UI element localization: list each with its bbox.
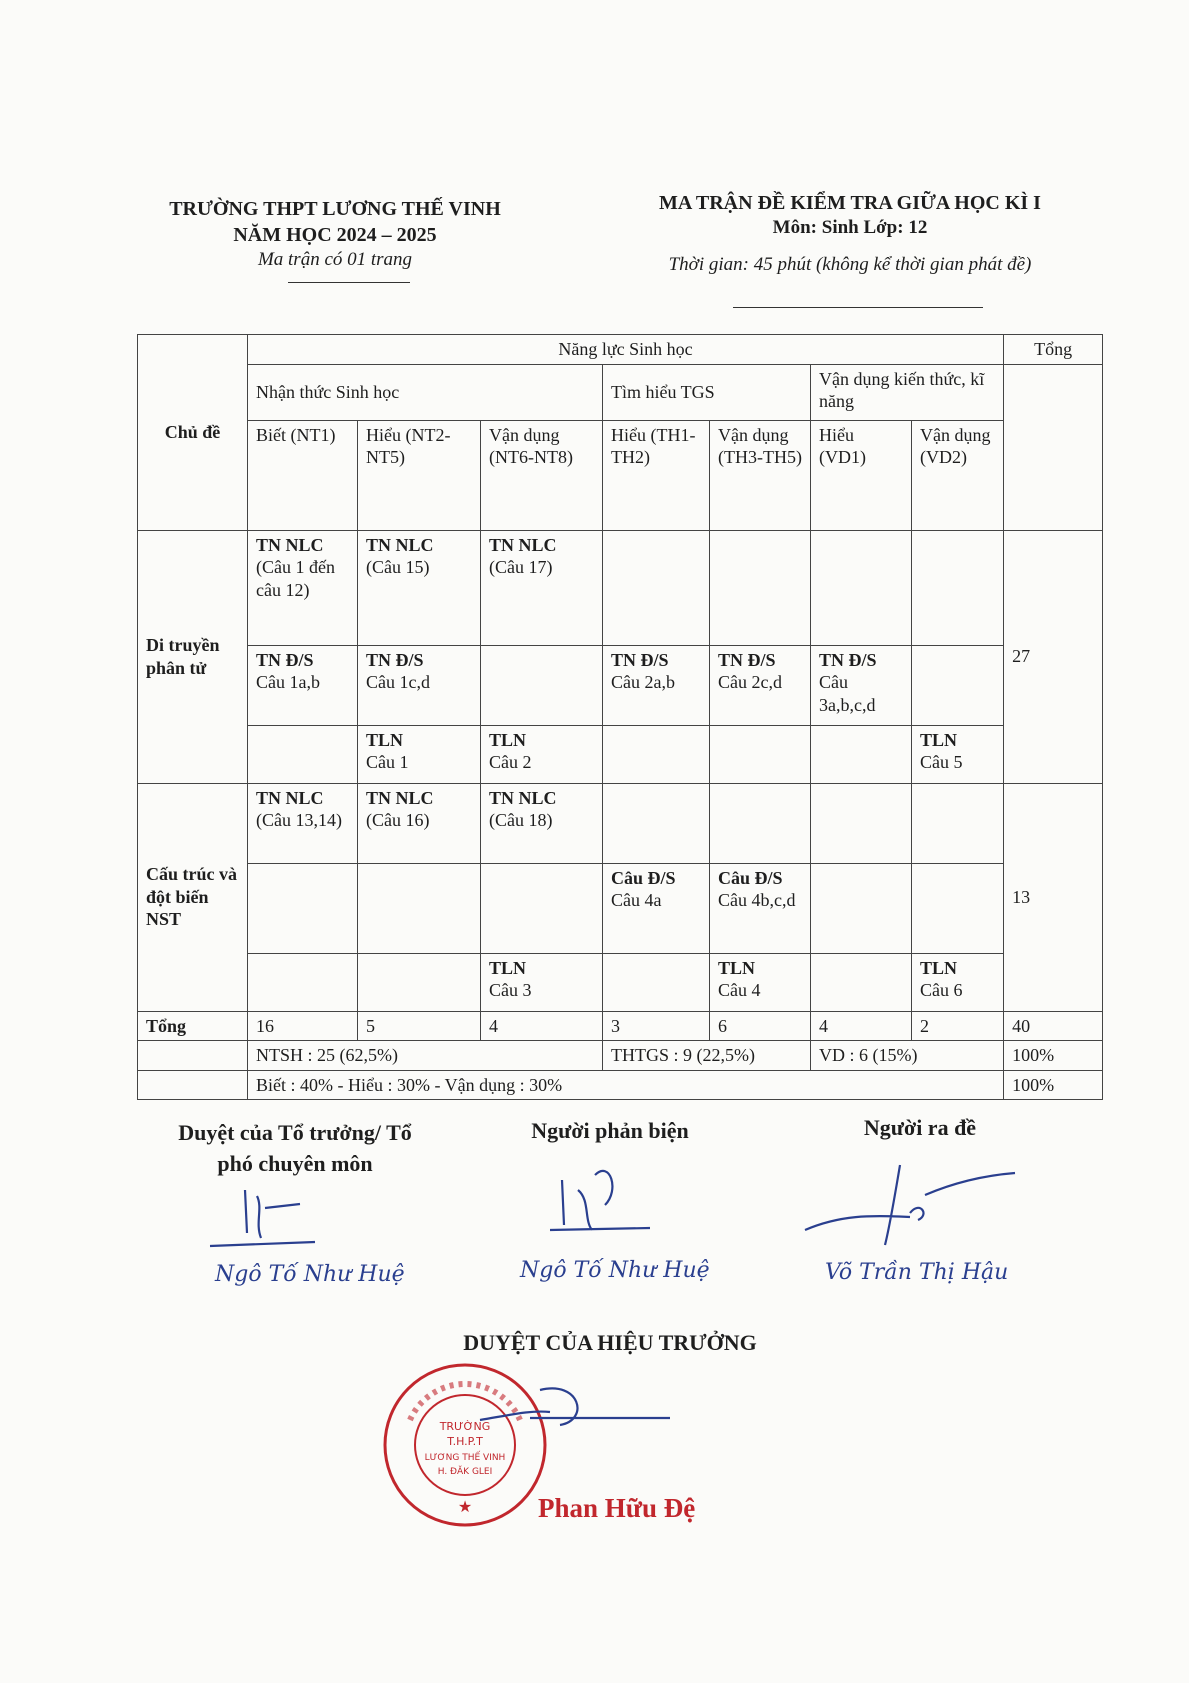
- reviewer-name: Ngô Tố Như Huệ: [520, 1258, 710, 1283]
- page-count: Ma trận có 01 trang: [257, 249, 413, 270]
- head-signature: [205, 1178, 325, 1258]
- cell: [912, 530, 1004, 645]
- col-nt6-nt8: Vận dụng (NT6-NT8): [481, 420, 603, 530]
- cell: [248, 863, 358, 953]
- cell: [912, 863, 1004, 953]
- total-value: 40: [1004, 1011, 1103, 1041]
- school-year: NĂM HỌC 2024 – 2025: [233, 224, 437, 246]
- col-th1-th2: Hiểu (TH1-TH2): [603, 420, 710, 530]
- author-signature: [800, 1155, 1020, 1250]
- svg-text:★: ★: [457, 1497, 473, 1516]
- total-value: 16: [248, 1011, 358, 1041]
- cell: [603, 783, 710, 863]
- exam-matrix-table: [137, 334, 1103, 1100]
- total-value: 3: [603, 1011, 710, 1041]
- svg-text:T.H.P.T: T.H.P.T: [447, 1435, 483, 1448]
- cell: TLN Câu 2: [481, 725, 603, 783]
- reviewer-signature: [550, 1150, 670, 1240]
- cell: TLN Câu 6: [912, 953, 1004, 1011]
- school-name: TRƯỜNG THPT LƯƠNG THẾ VINH: [169, 198, 501, 220]
- svg-text:H. ĐĂK GLEI: H. ĐĂK GLEI: [437, 1467, 493, 1477]
- cell: [358, 953, 481, 1011]
- total-blank: [1004, 364, 1103, 530]
- total-value: 6: [710, 1011, 811, 1041]
- topic2-total: 13: [1004, 783, 1103, 1011]
- svg-text:TRƯỜNG: TRƯỜNG: [439, 1420, 491, 1433]
- subject-grade: Môn: Sinh Lớp: 12: [772, 217, 928, 238]
- cell: [603, 953, 710, 1011]
- exam-header: [600, 190, 1100, 277]
- principal-name: Phan Hữu Đệ: [538, 1493, 696, 1523]
- cell: TN Đ/S Câu 1a,b: [248, 645, 358, 725]
- cell: [603, 530, 710, 645]
- header-topic: Chủ đề: [138, 335, 248, 531]
- cell: TN Đ/S Câu 1c,d: [358, 645, 481, 725]
- cell: [912, 783, 1004, 863]
- exam-duration: Thời gian: 45 phút (không kể thời gian phát đề): [668, 253, 1032, 275]
- group-cognition: Nhận thức Sinh học: [248, 364, 603, 420]
- cell: TN Đ/S Câu 2c,d: [710, 645, 811, 725]
- total-value: 4: [811, 1011, 912, 1041]
- pct-total: 100%: [1004, 1041, 1103, 1071]
- cell: [710, 725, 811, 783]
- total-value: 2: [912, 1011, 1004, 1041]
- cell: [710, 530, 811, 645]
- cell: [358, 863, 481, 953]
- cell: [811, 953, 912, 1011]
- pct-thtgs: THTGS : 9 (22,5%): [603, 1041, 811, 1071]
- header-right-rule: [733, 307, 983, 308]
- cell: [811, 863, 912, 953]
- exam-title: MA TRẬN ĐỀ KIỂM TRA GIỮA HỌC KÌ I: [659, 192, 1041, 214]
- header-total: Tổng: [1004, 335, 1103, 365]
- cell: [811, 530, 912, 645]
- col-th3-th5: Vận dụng (TH3-TH5): [710, 420, 811, 530]
- cell: TN NLC (Câu 15): [358, 530, 481, 645]
- cell: TN Đ/S Câu 2a,b: [603, 645, 710, 725]
- cell: [138, 1041, 248, 1071]
- cell: [912, 645, 1004, 725]
- cell: TN NLC (Câu 16): [358, 783, 481, 863]
- cell: TN NLC (Câu 1 đến câu 12): [248, 530, 358, 645]
- cell: [138, 1070, 248, 1100]
- total-label: Tổng: [138, 1011, 248, 1041]
- cell: TLN Câu 1: [358, 725, 481, 783]
- header-competency: Năng lực Sinh học: [248, 335, 1004, 365]
- group-application: Vận dụng kiến thức, kĩ năng: [811, 364, 1004, 420]
- head-name: Ngô Tố Như Huệ: [215, 1262, 405, 1287]
- col-nt1: Biết (NT1): [248, 420, 358, 530]
- school-header: [140, 196, 530, 273]
- author-title: Người ra đề: [863, 1115, 977, 1140]
- cell: TN Đ/S Câu 3a,b,c,d: [811, 645, 912, 725]
- cell: Câu Đ/S Câu 4b,c,d: [710, 863, 811, 953]
- pct-ntsh: NTSH : 25 (62,5%): [248, 1041, 603, 1071]
- cell: [603, 725, 710, 783]
- cell: [248, 725, 358, 783]
- cell: [811, 725, 912, 783]
- level-distribution: Biết : 40% - Hiểu : 30% - Vận dụng : 30%: [248, 1070, 1004, 1100]
- cell: TN NLC (Câu 17): [481, 530, 603, 645]
- cell: TN NLC (Câu 18): [481, 783, 603, 863]
- author-name: Võ Trần Thị Hậu: [825, 1260, 1009, 1285]
- head-of-dept-title: Duyệt của Tổ trưởng/ Tổ phó chuyên môn: [178, 1120, 412, 1176]
- svg-text:LƯƠNG THẾ VINH: LƯƠNG THẾ VINH: [424, 1453, 506, 1463]
- cell: [481, 645, 603, 725]
- topic-chromosome: Cấu trúc và đột biến NST: [138, 783, 248, 1011]
- cell: TLN Câu 4: [710, 953, 811, 1011]
- group-inquiry: Tìm hiểu TGS: [603, 364, 811, 420]
- principal-title: DUYỆT CỦA HIỆU TRƯỞNG: [463, 1330, 757, 1355]
- total-value: 5: [358, 1011, 481, 1041]
- topic1-total: 27: [1004, 530, 1103, 783]
- total-value: 4: [481, 1011, 603, 1041]
- col-vd2: Vận dụng (VD2): [912, 420, 1004, 530]
- cell: [811, 783, 912, 863]
- cell: [248, 953, 358, 1011]
- cell: TLN Câu 5: [912, 725, 1004, 783]
- pct-vd: VD : 6 (15%): [811, 1041, 1004, 1071]
- col-vd1: Hiểu (VD1): [811, 420, 912, 530]
- pct-total: 100%: [1004, 1070, 1103, 1100]
- cell: [710, 783, 811, 863]
- cell: Câu Đ/S Câu 4a: [603, 863, 710, 953]
- cell: TLN Câu 3: [481, 953, 603, 1011]
- cell: TN NLC (Câu 13,14): [248, 783, 358, 863]
- col-nt2-nt5: Hiểu (NT2-NT5): [358, 420, 481, 530]
- reviewer-title: Người phản biện: [531, 1118, 689, 1143]
- principal-signature: [470, 1380, 680, 1450]
- topic-molecular-genetics: Di truyền phân tử: [138, 530, 248, 783]
- header-left-rule: [288, 282, 410, 283]
- cell: [481, 863, 603, 953]
